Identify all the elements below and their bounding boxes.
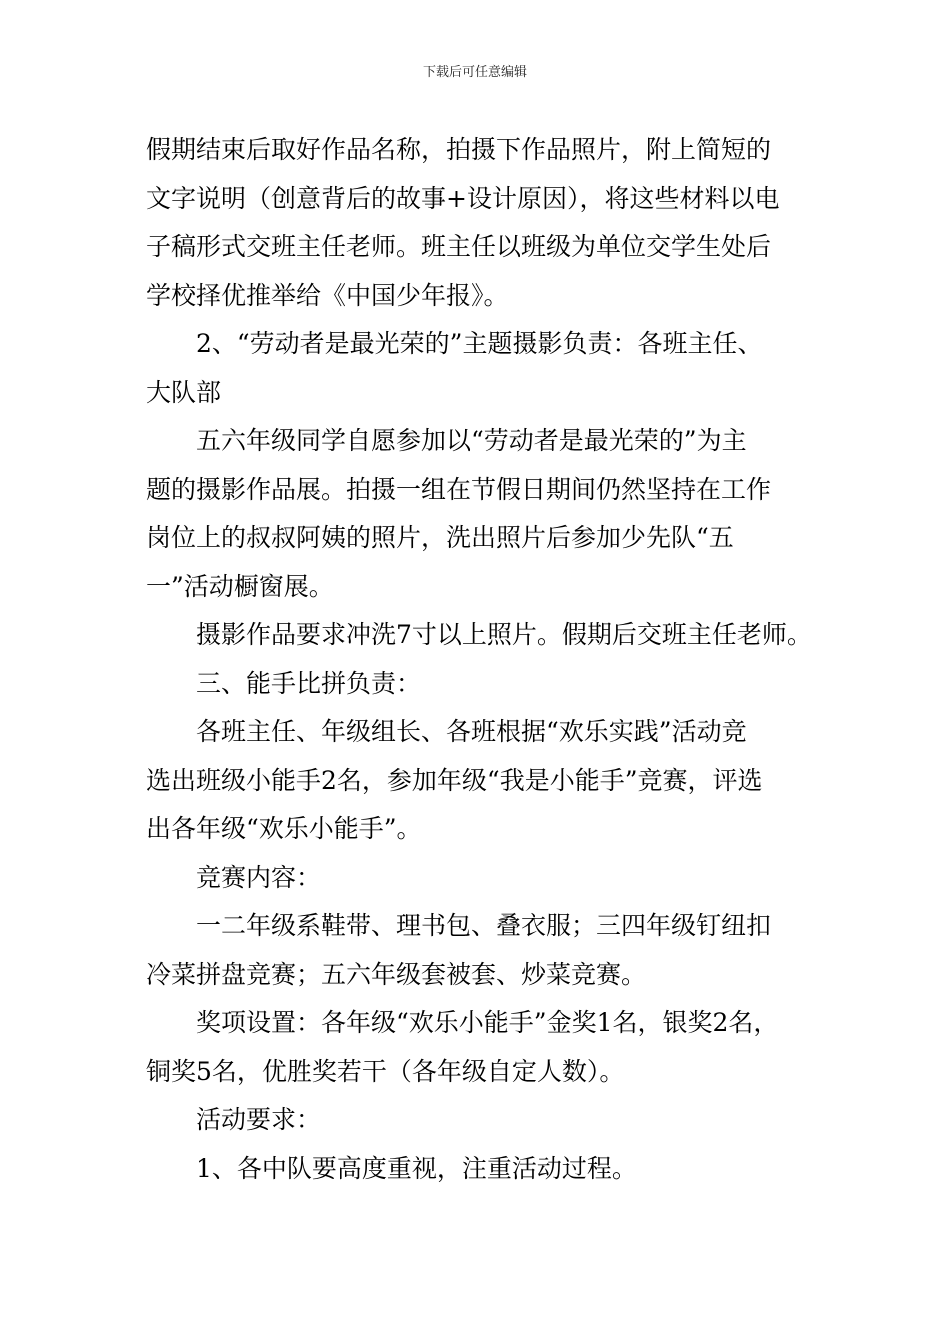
paragraph-requirement-1 xyxy=(146,1145,826,1194)
document-body xyxy=(146,126,826,1193)
text-line: 冷菜拼盘竞赛；五六年级套被套、炒菜竞赛。 xyxy=(146,959,647,989)
text-line: 选出班级小能手2名，参加年级“我是小能手”竞赛，评选 xyxy=(146,765,763,795)
paragraph-photography-heading xyxy=(146,320,826,417)
paragraph-competition-content xyxy=(146,902,826,999)
text-line: 一”活动橱窗展。 xyxy=(146,571,334,601)
paragraph-photography-description xyxy=(146,417,826,611)
text-line: 铜奖5名，优胜奖若干（各年级自定人数）。 xyxy=(146,1056,625,1086)
text-line: 竞赛内容： xyxy=(196,862,322,892)
text-line: 大队部 xyxy=(146,377,222,407)
page-header-note: 下载后可任意编辑 xyxy=(422,65,527,80)
text-line: 岗位上的叔叔阿姨的照片，洗出照片后参加少先队“五 xyxy=(146,523,734,552)
text-line: 出各年级“欢乐小能手”。 xyxy=(146,814,422,843)
text-line: 假期结束后取好作品名称，拍摄下作品照片，附上简短的 xyxy=(146,135,772,164)
text-line: 文字说明（创意背后的故事+设计原因），将这些材料以电 xyxy=(146,183,780,213)
text-line: 五六年级同学自愿参加以“劳动者是最光荣的”为主 xyxy=(196,426,747,455)
text-line: 学校择优推举给《中国少年报》。 xyxy=(146,280,509,310)
text-line: 2、“劳动者是最光荣的”主题摄影负责：各班主任、 xyxy=(196,329,763,358)
text-line: 活动要求： xyxy=(196,1105,322,1134)
text-line: 三、能手比拼负责： xyxy=(196,668,422,698)
text-line: 题的摄影作品展。拍摄一组在节假日期间仍然坚持在工作 xyxy=(146,474,772,504)
text-line: 摄影作品要求冲洗7寸以上照片。假期后交班主任老师。 xyxy=(196,620,812,649)
paragraph-skills-description xyxy=(146,708,826,854)
text-line: 一二年级系鞋带、理书包、叠衣服；三四年级钉纽扣 xyxy=(196,911,772,940)
text-line: 奖项设置：各年级“欢乐小能手”金奖1名，银奖2名， xyxy=(196,1008,779,1037)
label-activity-requirements xyxy=(146,1096,826,1145)
text-line: 子稿形式交班主任老师。班主任以班级为单位交学生处后 xyxy=(146,232,772,261)
paragraph-continuation xyxy=(146,126,826,320)
text-line: 各班主任、年级组长、各班根据“欢乐实践”活动竞 xyxy=(196,717,747,746)
section-heading-skills xyxy=(146,660,826,709)
paragraph-photo-requirement xyxy=(146,611,826,660)
paragraph-awards xyxy=(146,999,826,1096)
label-competition-content xyxy=(146,854,826,903)
text-line: 1、各中队要高度重视，注重活动过程。 xyxy=(196,1153,637,1183)
